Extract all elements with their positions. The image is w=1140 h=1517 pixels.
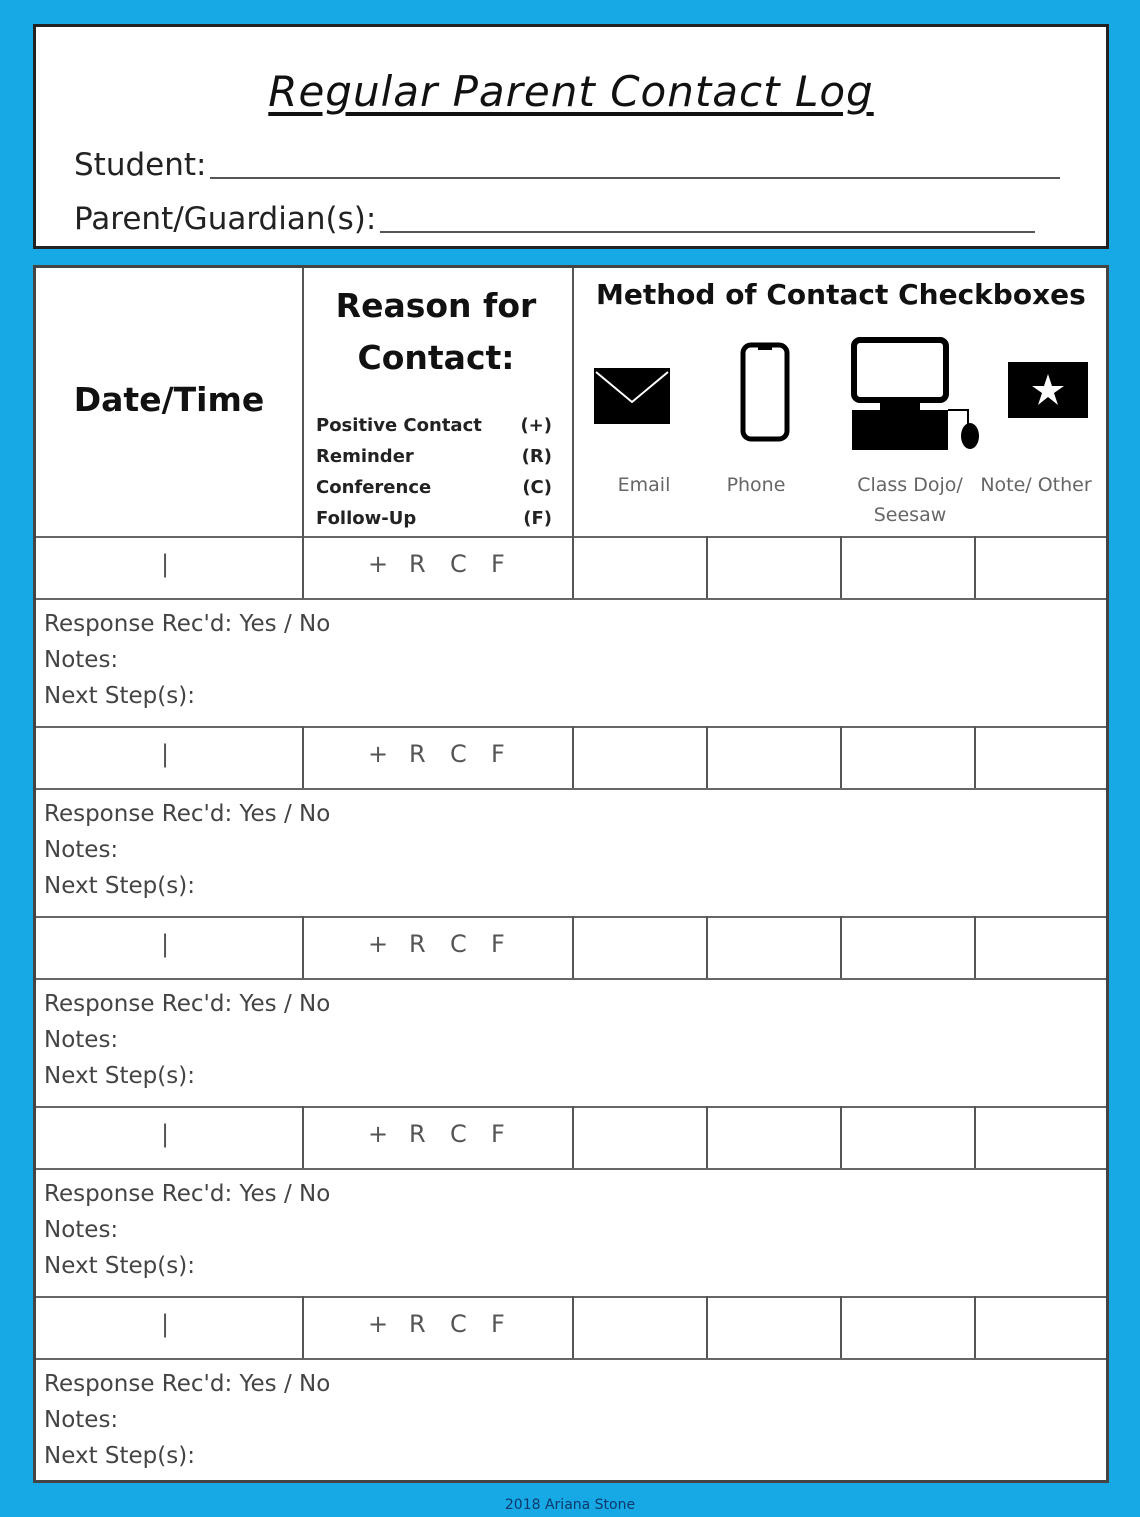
phone-icon — [740, 342, 790, 442]
method-checkbox[interactable] — [842, 1108, 974, 1166]
legend-label: Follow-Up — [316, 508, 417, 529]
reason-legend — [316, 410, 552, 534]
parent-field[interactable] — [74, 201, 1035, 237]
reason-code-option[interactable]: C — [450, 1120, 467, 1148]
method-label: Phone — [726, 474, 786, 496]
reason-code-option[interactable]: + — [368, 1120, 389, 1148]
next-steps-label: Next Step(s): — [44, 1063, 195, 1089]
next-steps-label: Next Step(s): — [44, 1443, 195, 1469]
method-checkbox[interactable] — [976, 1298, 1109, 1356]
entry-notes[interactable] — [44, 796, 330, 904]
student-field[interactable] — [74, 147, 1060, 183]
legend-label: Reminder — [316, 446, 414, 467]
entry-notes[interactable] — [44, 1366, 330, 1474]
response-received[interactable]: Response Rec'd: Yes / No — [44, 1371, 331, 1397]
method-checkbox[interactable] — [574, 1108, 706, 1166]
legend-item — [316, 410, 552, 441]
notes-label: Notes: — [44, 647, 119, 673]
method-checkbox[interactable] — [708, 1108, 840, 1166]
date-time-cell[interactable]: | — [161, 930, 170, 958]
reason-code-option[interactable]: F — [491, 930, 505, 958]
reason-code-option[interactable]: + — [368, 1310, 389, 1338]
response-received[interactable]: Response Rec'd: Yes / No — [44, 611, 331, 637]
notes-label: Notes: — [44, 1407, 119, 1433]
reason-header: Reason for Contact: — [335, 286, 537, 377]
computer-icon — [850, 336, 990, 454]
response-received[interactable]: Response Rec'd: Yes / No — [44, 801, 331, 827]
method-checkbox[interactable] — [842, 728, 974, 786]
reason-code-option[interactable]: R — [409, 1310, 426, 1338]
star-note-icon — [1008, 362, 1088, 418]
legend-item — [316, 503, 552, 534]
method-checkbox[interactable] — [708, 728, 840, 786]
method-checkbox[interactable] — [976, 918, 1109, 976]
page-title: Regular Parent Contact Log — [268, 67, 874, 116]
next-steps-label: Next Step(s): — [44, 1253, 195, 1279]
reason-code-option[interactable]: F — [491, 1310, 505, 1338]
legend-code: (+) — [520, 415, 552, 436]
entry-notes[interactable] — [44, 1176, 330, 1284]
method-checkbox[interactable] — [574, 918, 706, 976]
response-received[interactable]: Response Rec'd: Yes / No — [44, 1181, 331, 1207]
reason-code-option[interactable]: C — [450, 740, 467, 768]
legend-code: (C) — [522, 477, 552, 498]
envelope-icon — [594, 368, 670, 424]
reason-code-option[interactable]: + — [368, 550, 389, 578]
legend-label: Conference — [316, 477, 432, 498]
method-checkbox[interactable] — [708, 1298, 840, 1356]
method-label: Class Dojo/ Seesaw — [857, 474, 963, 526]
method-checkbox[interactable] — [574, 1298, 706, 1356]
legend-item — [316, 441, 552, 472]
reason-code-option[interactable]: F — [491, 740, 505, 768]
parent-line[interactable] — [380, 231, 1035, 233]
legend-code: (R) — [521, 446, 552, 467]
next-steps-label: Next Step(s): — [44, 683, 195, 709]
reason-code-option[interactable]: R — [409, 1120, 426, 1148]
parent-label: Parent/Guardian(s): — [74, 201, 377, 237]
method-checkbox[interactable] — [976, 538, 1109, 596]
method-checkbox[interactable] — [842, 1298, 974, 1356]
method-checkbox[interactable] — [574, 728, 706, 786]
date-time-cell[interactable]: | — [161, 1120, 170, 1148]
footer-credit: 2018 Ariana Stone — [504, 1497, 636, 1513]
reason-code-option[interactable]: + — [368, 740, 389, 768]
date-time-cell[interactable]: | — [161, 550, 170, 578]
method-checkbox[interactable] — [574, 538, 706, 596]
reason-code-option[interactable]: F — [491, 550, 505, 578]
student-line[interactable] — [210, 177, 1060, 179]
reason-code-option[interactable]: C — [450, 930, 467, 958]
method-checkbox[interactable] — [842, 918, 974, 976]
entry-notes[interactable] — [44, 606, 330, 714]
method-checkbox[interactable] — [708, 918, 840, 976]
student-label: Student: — [74, 147, 207, 183]
method-checkbox[interactable] — [976, 1108, 1109, 1166]
method-label: Email — [617, 474, 671, 496]
legend-label: Positive Contact — [316, 415, 482, 436]
notes-label: Notes: — [44, 1217, 119, 1243]
reason-code-option[interactable]: R — [409, 550, 426, 578]
header-box — [33, 24, 1109, 249]
contact-log-table — [33, 265, 1109, 1483]
method-label: Note/ Other — [980, 474, 1092, 496]
legend-item — [316, 472, 552, 503]
entry-notes[interactable] — [44, 986, 330, 1094]
notes-label: Notes: — [44, 837, 119, 863]
notes-label: Notes: — [44, 1027, 119, 1053]
next-steps-label: Next Step(s): — [44, 873, 195, 899]
date-time-cell[interactable]: | — [161, 1310, 170, 1338]
date-time-cell[interactable]: | — [161, 740, 170, 768]
reason-code-option[interactable]: R — [409, 930, 426, 958]
method-header: Method of Contact Checkboxes — [596, 278, 1086, 311]
reason-code-option[interactable]: C — [450, 1310, 467, 1338]
reason-code-option[interactable]: F — [491, 1120, 505, 1148]
reason-code-option[interactable]: R — [409, 740, 426, 768]
method-checkbox[interactable] — [842, 538, 974, 596]
method-checkbox[interactable] — [708, 538, 840, 596]
response-received[interactable]: Response Rec'd: Yes / No — [44, 991, 331, 1017]
date-time-header: Date/Time — [73, 380, 265, 419]
legend-code: (F) — [523, 508, 552, 529]
reason-code-option[interactable]: C — [450, 550, 467, 578]
reason-code-option[interactable]: + — [368, 930, 389, 958]
method-checkbox[interactable] — [976, 728, 1109, 786]
